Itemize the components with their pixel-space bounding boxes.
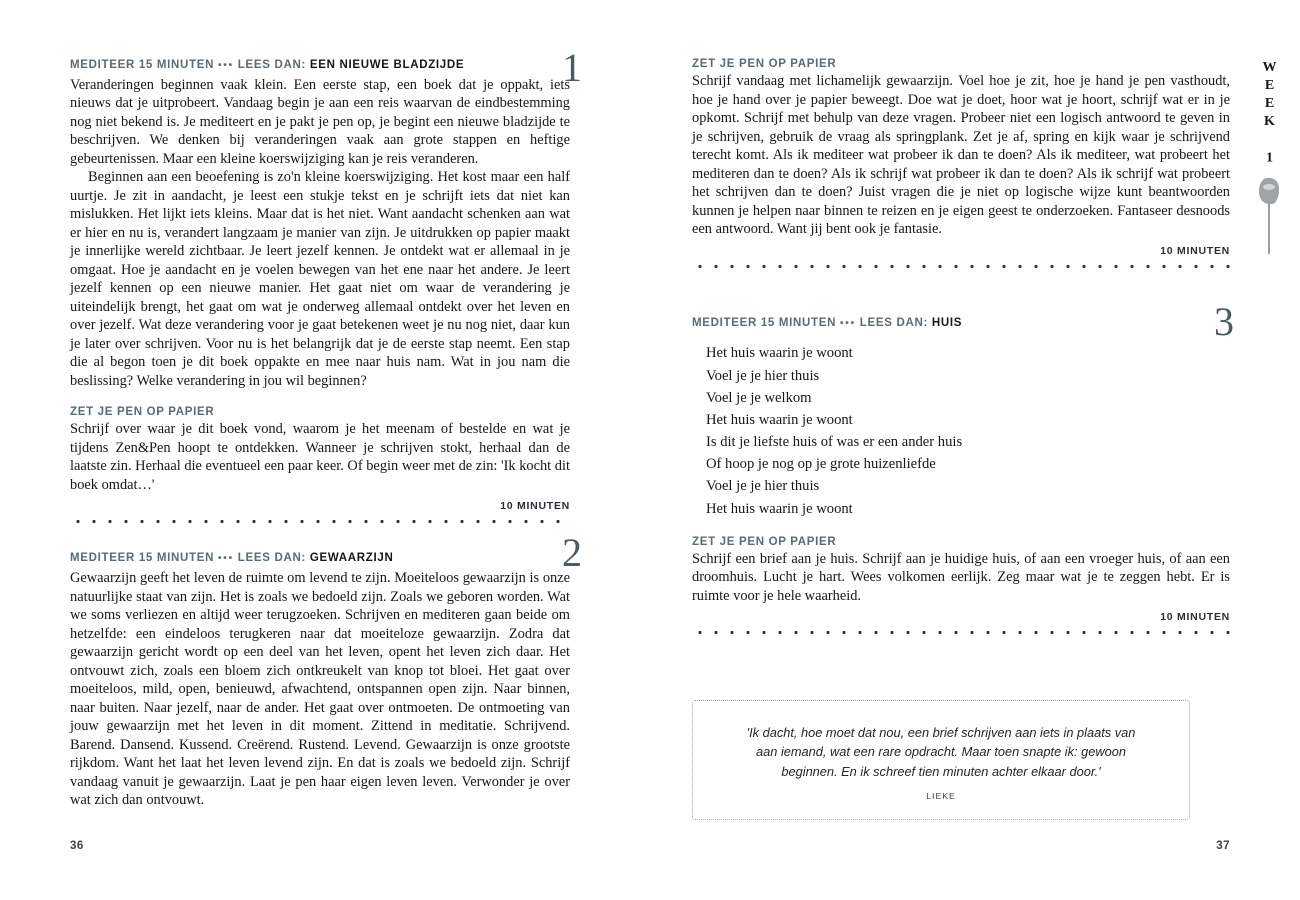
testimonial-quote-box	[692, 700, 1190, 820]
pen-prompt-top	[692, 58, 1230, 268]
paragraph: Beginnen aan een beoefening is zo'n kleine koerswijziging. Het kost maar een half uurtje. Je zit in aandacht, je leest een stukje tekst en je schrijft iets dat niet kan mislukken. Het lijkt iets kleins. Maar dat is het niet. Want aandacht schenken aan wat er hier en nu is, verandert langzaam je manier van zijn. Je uitdrukken op papier maakt je innerlijke wereld zichtbaar. Je leert jezelf kennen. Je ontdekt wat er allemaal in je omgaat. Hoe je aandacht en je voelen bewegen van het ene naar het andere. Je leert jezelf kennen op een nieuwe manier. Het gaat niet om waar de verandering je uiteindelijk brengt, het gaat om wat je onderweg allemaal ontdekt over het leven en over jezelf. Wat deze verandering voor je gaat betekenen weet je nu nog niet, daar kun je later over schrijven. Voor nu is het belangrijk dat je de eerste stap neemt. Een stap die al begon toen je dit boek oppakte en mee naar huis nam. Wat in jou nam die beslissing? Welke verandering in jou wil beginnen?	[70, 169, 570, 389]
poem-line: Het huis waarin je woont	[706, 345, 853, 362]
poem-line: Het huis waarin je woont	[706, 500, 853, 517]
dotted-divider	[692, 261, 1230, 268]
dotted-divider	[70, 516, 570, 523]
section-header-prefix: MEDITEER 15 MINUTEN	[692, 316, 837, 329]
section-gewaarzijn	[70, 530, 582, 809]
pen-prompt-text: Schrijf vandaag met lichamelijk gewaarzijn. Voel hoe je zit, hoe je hand je pen vasthoudt, hoe je hand over je papier beweegt. Doe wat je doet, hoor wat je hoort, schrijf wat er in je opkomt. Schrijf met behulp van deze vragen. Probeer niet een logisch antwoord te geven in je schrijven, gebruik de vraag als springplank. Zet je af, spring en kijk waar je schrijvend terecht komt. Als ik mediteer wat probeer ik dan te doen? Als ik mediteer, wat probeert het mediteren dan te doen? Als ik schrijf wat probeer ik dan te doen? Als ik schrijf wat probeert het schrijven dan te doen? Juist vragen die je niet op logische wijze kunt beantwoorden kunnen je helpen naar binnen te reizen en je eigen geest te onderzoeken. Fantaseer desnoods een antwoord. Want jij bent ook je fantasie.	[692, 73, 1230, 237]
pen-prompt-header: ZET JE PEN OP PAPIER	[692, 535, 837, 548]
poem-list	[692, 342, 1230, 519]
section-header-2	[70, 551, 570, 566]
section-number-1: 1	[562, 45, 582, 90]
week-tab-label: WEEK 1	[1262, 60, 1277, 169]
section-header-lead: LEES DAN:	[237, 552, 306, 565]
poem-line: Voel je je welkom	[706, 389, 812, 406]
pen-prompt-header: ZET JE PEN OP PAPIER	[70, 406, 215, 419]
section-header-title: EEN NIEUWE BLADZIJDE	[309, 59, 465, 71]
minutes-label: 10 MINUTEN	[500, 500, 570, 513]
poem-line: Voel je je hier thuis	[706, 478, 820, 495]
dotted-divider	[692, 627, 1230, 634]
page-number-right: 37	[1216, 840, 1230, 852]
pen-prompt-text: Schrijf over waar je dit boek vond, waarom je het meenam of bestelde en wat je tijdens Zen&Pen hoopt te ontdekken. Wanneer je schrijven stokt, herhaal dan de laatste zin. Herhaal die eventueel een paar keer. Of begin weer met de zin: 'Ik kocht dit boek omdat…'	[70, 421, 570, 493]
pen-prompt-text: Schrijf een brief aan je huis. Schrijf aan je huidige huis, of aan een vroeger huis, of aan een droomhuis. Lucht je hart. Wees volkomen eerlijk. Zeg maar wat je te zeggen hebt. Er is ruimte voor je hele waarheid.	[692, 550, 1230, 604]
section-header-lead: LEES DAN:	[237, 59, 306, 71]
section-header-title: HUIS	[931, 316, 963, 329]
section-een-nieuwe-bladzijde	[70, 45, 582, 390]
poem-line: Het huis waarin je woont	[706, 411, 853, 428]
minutes-label: 10 MINUTEN	[1160, 244, 1230, 257]
poem-line: Of hoop je nog op je grote huizenliefde	[706, 456, 936, 473]
section-header-prefix: MEDITEER 15 MINUTEN	[70, 59, 215, 71]
quote-text: 'Ik dacht, hoe moet dat nou, een brief schrijven aan iets in plaats van aan iemand, wat een rare opdracht. Maar toen snapte ik: gewoon beginnen. En ik schreef tien minuten achter elkaar door.'	[746, 725, 1136, 779]
section-header-lead: LEES DAN:	[859, 316, 928, 329]
pen-prompt-bottom	[692, 536, 1230, 635]
header-dots-icon: •••	[840, 317, 856, 329]
week-tab	[1256, 60, 1282, 256]
paragraph: Gewaarzijn geeft het leven de ruimte om levend te zijn. Moeiteloos gewaarzijn is onze natuurlijke staat van zijn. Het is zoals we bedoeld zijn. Zoals we geboren worden. Wat we soms verliezen en altijd weer terugzoeken. Schrijven en mediteren gaan beide om hetzelfde: een eindeloos terugkeren naar dat moeiteloze gewaarzijn. Zodra dat gewaarzijn gericht wordt op een deel van het leven, opent het leven zich daar. Het ontvouwt zich, zoals een bloem zich ontkreukelt van knop tot bloei. Het gaat over moeiteloos, mild, open, benieuwd, afwachtend, ontspannen open zijn. Naar binnen, naar buiten. Naar jezelf, naar de ander. Het gaat over ontmoeten. De ontmoeting van jouw gewaarzijn met het leven in dit moment. Zittend in meditatie. Schrijvend. Barend. Dansend. Kussend. Creërend. Rustend. Levend. Gewaarzijn is onze grootste rijkdom. Want het laat het leven levend zijn. En dat is zoals we bedoeld zijn. Schrijf vandaag vanuit je gewaarzijn. Laat je pen haar eigen leven leven. Verwonder je over wat zich dan ontvouwt.	[70, 570, 570, 809]
page-number-left: 36	[70, 840, 84, 852]
section-header-3	[692, 316, 1230, 331]
brush-stroke-icon	[1256, 178, 1282, 256]
section-header-title: GEWAARZIJN	[309, 552, 394, 565]
minutes-label: 10 MINUTEN	[1160, 611, 1230, 624]
right-page	[650, 0, 1300, 900]
header-dots-icon: •••	[218, 553, 234, 565]
poem-line: Is dit je liefste huis of was er een ander huis	[706, 434, 963, 451]
poem-line: Voel je je hier thuis	[706, 367, 820, 384]
header-dots-icon: •••	[218, 60, 234, 71]
section-header-prefix: MEDITEER 15 MINUTEN	[70, 552, 215, 565]
section-huis	[692, 298, 1234, 520]
paragraph: Veranderingen beginnen vaak klein. Een eerste stap, een boek dat je oppakt, iets nieuws dat je uitprobeert. Vandaag begin je aan een reis waarvan de eindbestemming nog niet bekend is. Je mediteert en je pakt je pen op, je begint een nieuwe bladzijde te beschrijven. We denken bij veranderingen vaak aan grote stappen en heftige gebeurtenissen. Maar een kleine koerswijziging kan je reis veranderen.	[70, 76, 570, 167]
quote-author: LIEKE	[926, 791, 956, 802]
section-header-1	[70, 58, 570, 73]
pen-prompt-1	[70, 406, 570, 523]
pen-prompt-header: ZET JE PEN OP PAPIER	[692, 58, 837, 70]
section-number-3: 3	[1214, 298, 1234, 344]
section-number-2: 2	[562, 530, 582, 576]
